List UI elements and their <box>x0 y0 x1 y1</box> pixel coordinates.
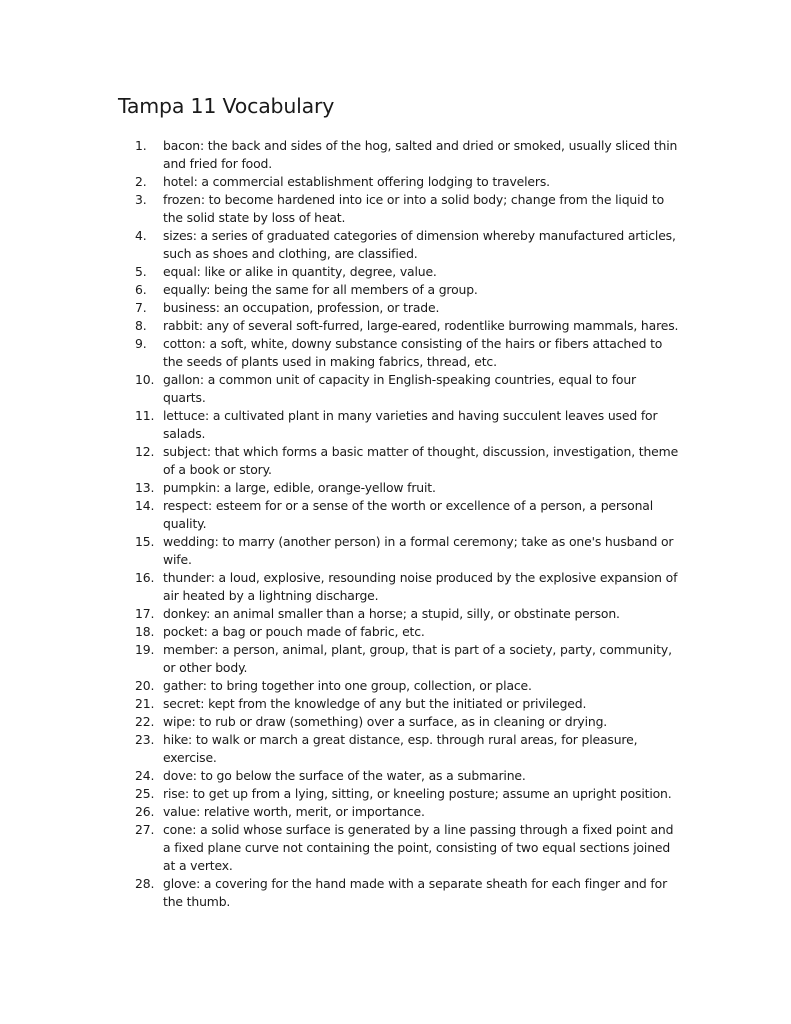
item-number: 15. <box>135 534 155 549</box>
item-number: 14. <box>135 498 155 513</box>
item-number: 23. <box>135 732 155 747</box>
list-item <box>135 407 680 443</box>
item-definition: hike: to walk or march a great distance, esp. through rural areas, for pleasure, exercise. <box>163 732 638 765</box>
item-definition: thunder: a loud, explosive, resounding noise produced by the explosive expansion of air heated by a lightning discharge. <box>163 570 678 603</box>
list-item <box>135 443 680 479</box>
list-item <box>135 263 680 281</box>
item-number: 17. <box>135 606 155 621</box>
item-definition: lettuce: a cultivated plant in many varieties and having succulent leaves used for salads. <box>163 408 658 441</box>
item-number: 8. <box>135 318 147 333</box>
item-number: 9. <box>135 336 147 351</box>
item-definition: frozen: to become hardened into ice or into a solid body; change from the liquid to the solid state by loss of heat. <box>163 192 665 225</box>
item-definition: member: a person, animal, plant, group, that is part of a society, party, community, or other body. <box>163 642 672 675</box>
item-number: 3. <box>135 192 147 207</box>
item-number: 22. <box>135 714 155 729</box>
item-number: 21. <box>135 696 155 711</box>
list-item <box>135 569 680 605</box>
list-item <box>135 785 680 803</box>
list-item <box>135 641 680 677</box>
item-number: 4. <box>135 228 147 243</box>
list-item <box>135 497 680 533</box>
list-item <box>135 281 680 299</box>
list-item <box>135 803 680 821</box>
item-definition: gather: to bring together into one group, collection, or place. <box>163 678 532 693</box>
item-definition: wipe: to rub or draw (something) over a surface, as in cleaning or drying. <box>163 714 608 729</box>
item-definition: gallon: a common unit of capacity in English-speaking countries, equal to four quarts. <box>163 372 636 405</box>
list-item <box>135 371 680 407</box>
item-number: 6. <box>135 282 147 297</box>
list-item <box>135 479 680 497</box>
item-definition: rabbit: any of several soft-furred, large-eared, rodentlike burrowing mammals, hares. <box>163 318 679 333</box>
item-number: 11. <box>135 408 155 423</box>
item-number: 16. <box>135 570 155 585</box>
item-definition: equal: like or alike in quantity, degree, value. <box>163 264 437 279</box>
list-item <box>135 605 680 623</box>
list-item <box>135 533 680 569</box>
item-definition: pumpkin: a large, edible, orange-yellow fruit. <box>163 480 436 495</box>
item-definition: subject: that which forms a basic matter of thought, discussion, investigation, theme of a book or story. <box>163 444 679 477</box>
item-number: 26. <box>135 804 155 819</box>
item-number: 20. <box>135 678 155 693</box>
item-definition: business: an occupation, profession, or trade. <box>163 300 440 315</box>
list-item <box>135 335 680 371</box>
item-definition: value: relative worth, merit, or importance. <box>163 804 425 819</box>
item-number: 5. <box>135 264 147 279</box>
list-item <box>135 767 680 785</box>
item-definition: cone: a solid whose surface is generated by a line passing through a fixed point and a fixed plane curve not containing the point, consisting of two equal sections joined at a vertex. <box>163 822 674 873</box>
list-item <box>135 317 680 335</box>
list-item <box>135 713 680 731</box>
item-definition: hotel: a commercial establishment offering lodging to travelers. <box>163 174 550 189</box>
item-definition: rise: to get up from a lying, sitting, or kneeling posture; assume an upright position. <box>163 786 672 801</box>
list-item <box>135 137 680 173</box>
item-number: 10. <box>135 372 155 387</box>
vocabulary-list <box>135 137 680 911</box>
item-definition: equally: being the same for all members of a group. <box>163 282 478 297</box>
list-item <box>135 677 680 695</box>
list-item <box>135 191 680 227</box>
item-number: 7. <box>135 300 147 315</box>
item-number: 19. <box>135 642 155 657</box>
item-definition: wedding: to marry (another person) in a formal ceremony; take as one's husband or wife. <box>163 534 674 567</box>
item-number: 28. <box>135 876 155 891</box>
list-item <box>135 821 680 875</box>
item-definition: pocket: a bag or pouch made of fabric, etc. <box>163 624 425 639</box>
list-item <box>135 731 680 767</box>
item-number: 2. <box>135 174 147 189</box>
page-title: Tampa 11 Vocabulary <box>118 94 335 118</box>
item-number: 18. <box>135 624 155 639</box>
item-definition: glove: a covering for the hand made with a separate sheath for each finger and for the thumb. <box>163 876 668 909</box>
item-definition: dove: to go below the surface of the water, as a submarine. <box>163 768 526 783</box>
item-number: 1. <box>135 138 147 153</box>
item-number: 25. <box>135 786 155 801</box>
item-definition: cotton: a soft, white, downy substance consisting of the hairs or fibers attached to the seeds of plants used in making fabrics, thread, etc. <box>163 336 663 369</box>
item-definition: bacon: the back and sides of the hog, salted and dried or smoked, usually sliced thin and fried for food. <box>163 138 678 171</box>
item-number: 27. <box>135 822 155 837</box>
item-definition: respect: esteem for or a sense of the worth or excellence of a person, a personal quality. <box>163 498 654 531</box>
list-item <box>135 299 680 317</box>
list-item <box>135 695 680 713</box>
item-definition: donkey: an animal smaller than a horse; a stupid, silly, or obstinate person. <box>163 606 620 621</box>
item-number: 12. <box>135 444 155 459</box>
list-item <box>135 173 680 191</box>
list-item <box>135 227 680 263</box>
item-definition: sizes: a series of graduated categories of dimension whereby manufactured articles, such as shoes and clothing, are classified. <box>163 228 676 261</box>
item-number: 24. <box>135 768 155 783</box>
item-number: 13. <box>135 480 155 495</box>
list-item <box>135 875 680 911</box>
item-definition: secret: kept from the knowledge of any but the initiated or privileged. <box>163 696 587 711</box>
list-item <box>135 623 680 641</box>
